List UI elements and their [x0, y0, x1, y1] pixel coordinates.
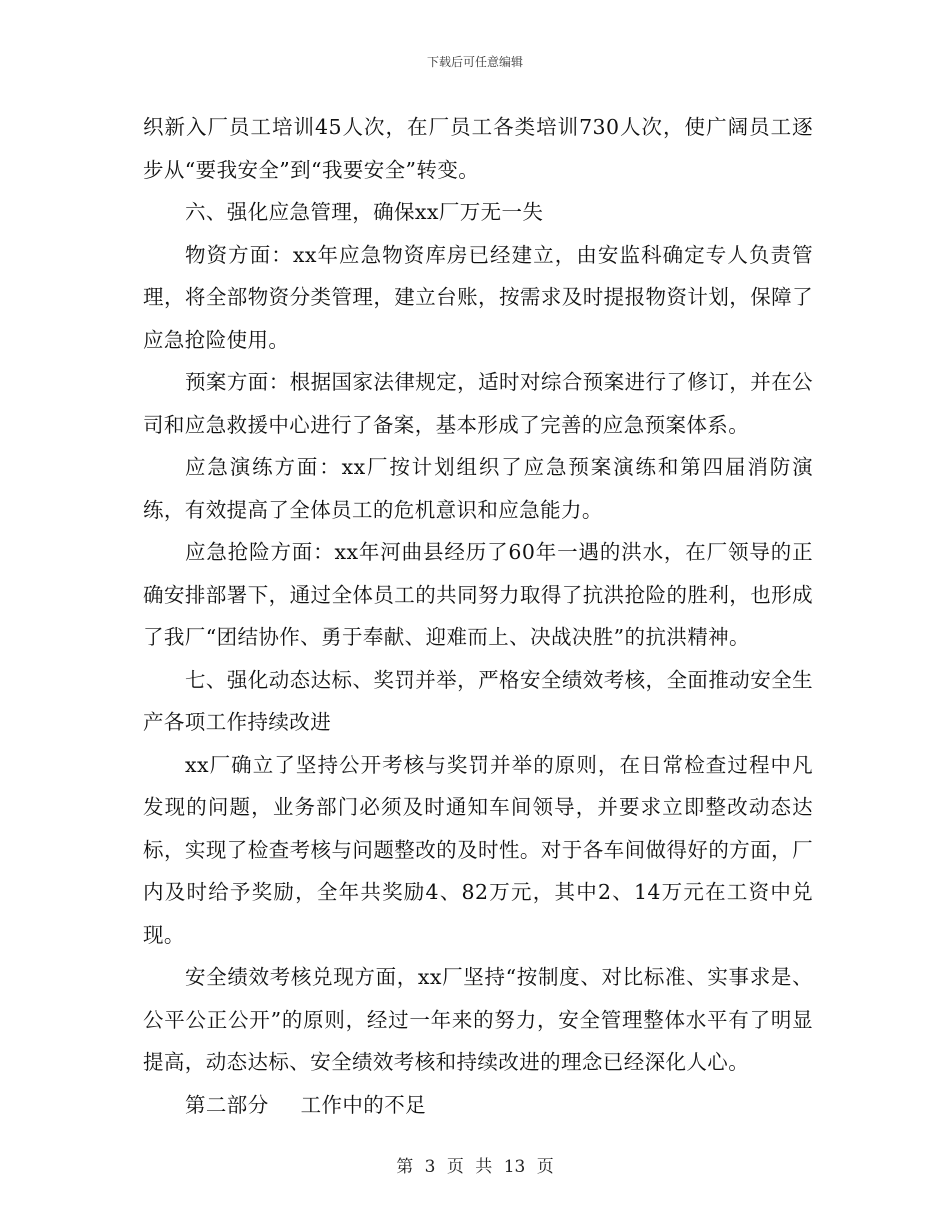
page-header: 下载后可任意编辑: [426, 55, 523, 69]
section-heading-part-two: [143, 1084, 813, 1127]
document-body: [143, 106, 813, 1126]
paragraph-rescue: 应急抢险方面：xx年河曲县经历了60年一遇的洪水，在厂领导的正确安排部署下，通过全体员工的共同努力取得了抗洪抢险的胜利，也形成了我厂“团结协作、勇于奉献、迎难而上、决战决胜”的抗洪精神。: [143, 540, 813, 649]
paragraph-training-continued: 织新入厂员工培训45人次，在厂员工各类培训730人次，使广阔员工逐步从“要我安全”到“我要安全”转变。: [143, 115, 813, 182]
heading-dynamic-compliance: 七、强化动态达标、奖罚并举，严格安全绩效考核，全面推动安全生产各项工作持续改进: [143, 667, 813, 734]
page-number: 第 3 页 共 13 页: [396, 1157, 554, 1177]
paragraph-materials: 物资方面：xx年应急物资库房已经建立，由安监科确定专人负责管理，将全部物资分类管理，建立台账，按需求及时提报物资计划，保障了应急抢险使用。: [143, 242, 813, 352]
section-part-label: 第二部分: [185, 1092, 269, 1117]
heading-emergency-management: 六、强化应急管理，确保xx厂万无一失: [185, 200, 544, 224]
paragraph-assessment-rewards: xx厂确立了坚持公开考核与奖罚并举的原则，在日常检查过程中凡发现的问题，业务部门必须及时通知车间领导，并要求立即整改动态达标，实现了检查考核与问题整改的及时性。对于各车间做得好的方面，厂内及时给予奖励，全年共奖励4、82万元，其中2、14万元在工资中兑现。: [143, 752, 813, 947]
paragraph-plans: 预案方面：根据国家法律规定，适时对综合预案进行了修订，并在公司和应急救援中心进行了备案，基本形成了完善的应急预案体系。: [143, 370, 813, 437]
paragraph-performance-evaluation: 安全绩效考核兑现方面，xx厂坚持“按制度、对比标准、实事求是、公平公正公开”的原则，经过一年来的努力，安全管理整体水平有了明显提高，动态达标、安全绩效考核和持续改进的理念已经深化人心。: [143, 965, 813, 1074]
section-title: 工作中的不足: [300, 1092, 427, 1117]
paragraph-drills: 应急演练方面：xx厂按计划组织了应急预案演练和第四届消防演练，有效提高了全体员工的危机意识和应急能力。: [143, 455, 813, 522]
